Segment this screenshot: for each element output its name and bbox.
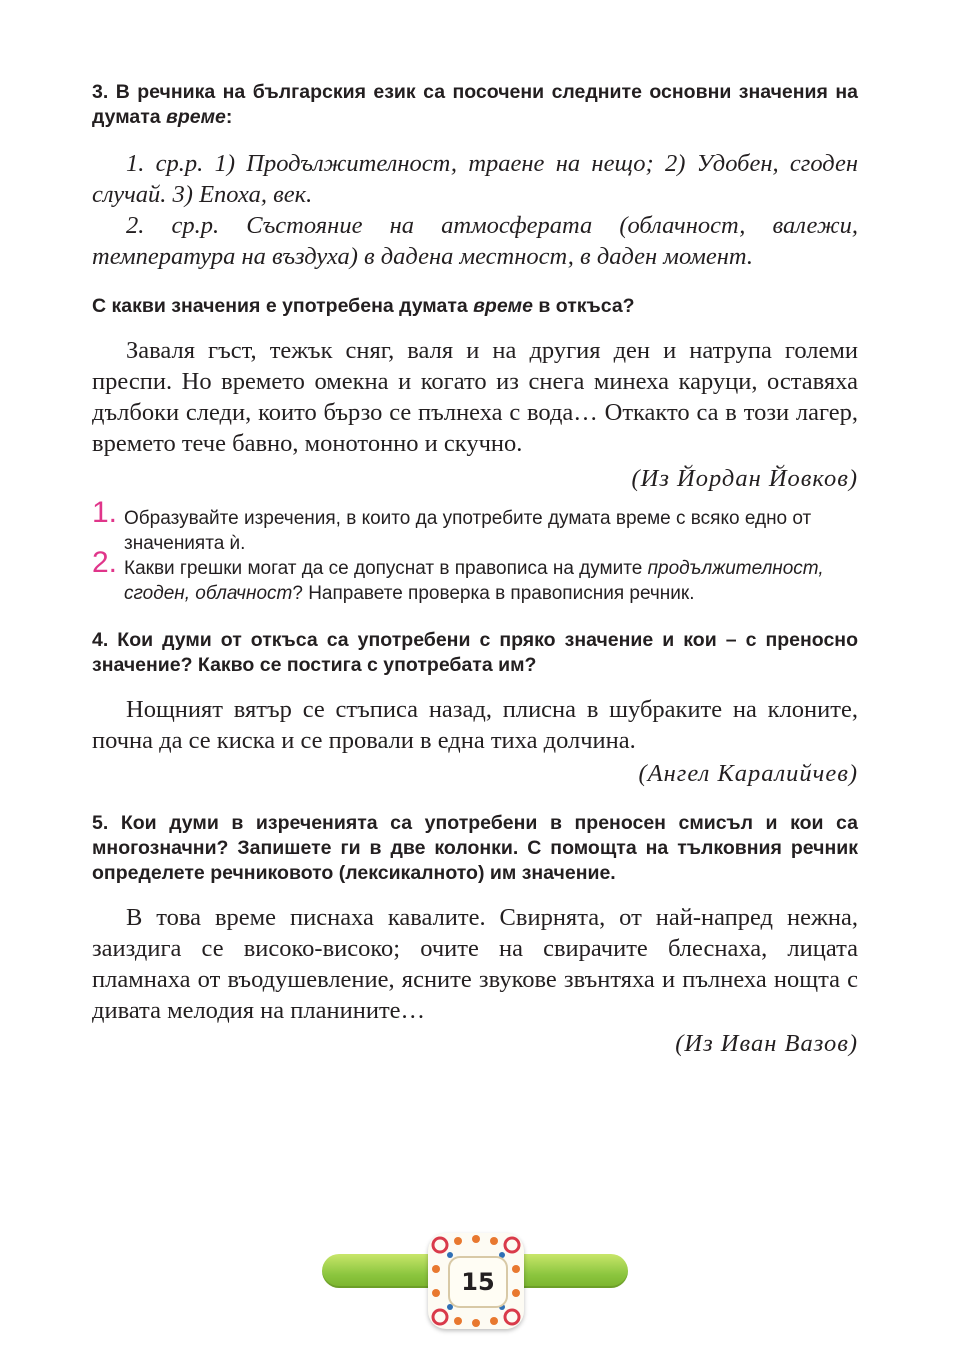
task3-heading-colon: :	[225, 106, 233, 128]
task4-heading: 4. Кои думи от откъса са употребени с пряко значение и кои – с преносно значение? Какво се постига с употребата им?	[92, 629, 858, 676]
task3-question-end: в откъса?	[538, 295, 635, 317]
task3-question-word: време	[473, 295, 533, 317]
question-2-words: продължителност, сгоден, облачност	[124, 558, 824, 604]
question-2-text: Какви грешки могат да се допуснат в правописа на думите	[124, 558, 643, 579]
page-content	[92, 80, 858, 1059]
question-2-number: 2.	[92, 546, 118, 579]
passage-yovkov: Заваля гъст, тежък сняг, валя и на другия ден и натрупа големи преспи. Но времето омекна и когато из снега минеха каруци, оставяха дълбоки следи, които бързо се пълнеха с вода… Откакто са в този лагер, времето тече бавно, монотонно и скучно.	[92, 337, 858, 457]
question-1	[92, 496, 858, 556]
page-number: 15	[448, 1256, 508, 1308]
definition-2: 2. ср.р. Състояние на атмосферата (облачност, валежи, температура на въздуха) в дадена местност, в даден момент.	[92, 212, 858, 270]
task5-heading: 5. Кои думи в изреченията са употребени в преносен смисъл и кои са многозначни? Запишете ги в две колонки. С помощта на тълковния речник определете речниковото (лексикалното) им значение.	[92, 812, 858, 884]
task3-heading-word: време	[166, 106, 226, 128]
source-karaliychev: (Ангел Каралийчев)	[638, 760, 858, 787]
question-2-text-end: ? Направете проверка в правописния речник.	[292, 583, 695, 604]
question-1-text: Образувайте изречения, в които да употребите думата време с всяко едно от значенията ѝ.	[124, 508, 812, 554]
definition-1: 1. ср.р. 1) Продължителност, траене на нещо; 2) Удобен, сгоден случай. 3) Епоха, век.	[92, 150, 858, 208]
question-2-paragraph	[124, 556, 858, 606]
task3-heading-text: 3. В речника на българския език са посочени следните основни значения на думата	[92, 81, 858, 128]
source-vazov: (Из Иван Вазов)	[675, 1030, 858, 1057]
task3-question	[92, 294, 858, 319]
question-1-number: 1.	[92, 496, 118, 529]
question-2	[92, 546, 858, 606]
task3-question-text: С какви значения е употребена думата	[92, 295, 468, 317]
source-yovkov: (Из Йордан Йовков)	[631, 465, 858, 492]
passage-karaliychev: Нощният вятър се стъписа назад, плисна в шубраките на клоните, почна да се киска и се провали в една тиха долчина.	[92, 696, 858, 754]
passage-vazov: В това време писнаха кавалите. Свирнята, от най-напред нежна, заиздига се високо-високо; очите на свирачите блеснаха, лицата пламнаха от въодушевление, ясните звукове звънтяха и пълнеха нощта с дивата мелодия на планините…	[92, 904, 858, 1024]
task3-heading	[92, 80, 858, 130]
